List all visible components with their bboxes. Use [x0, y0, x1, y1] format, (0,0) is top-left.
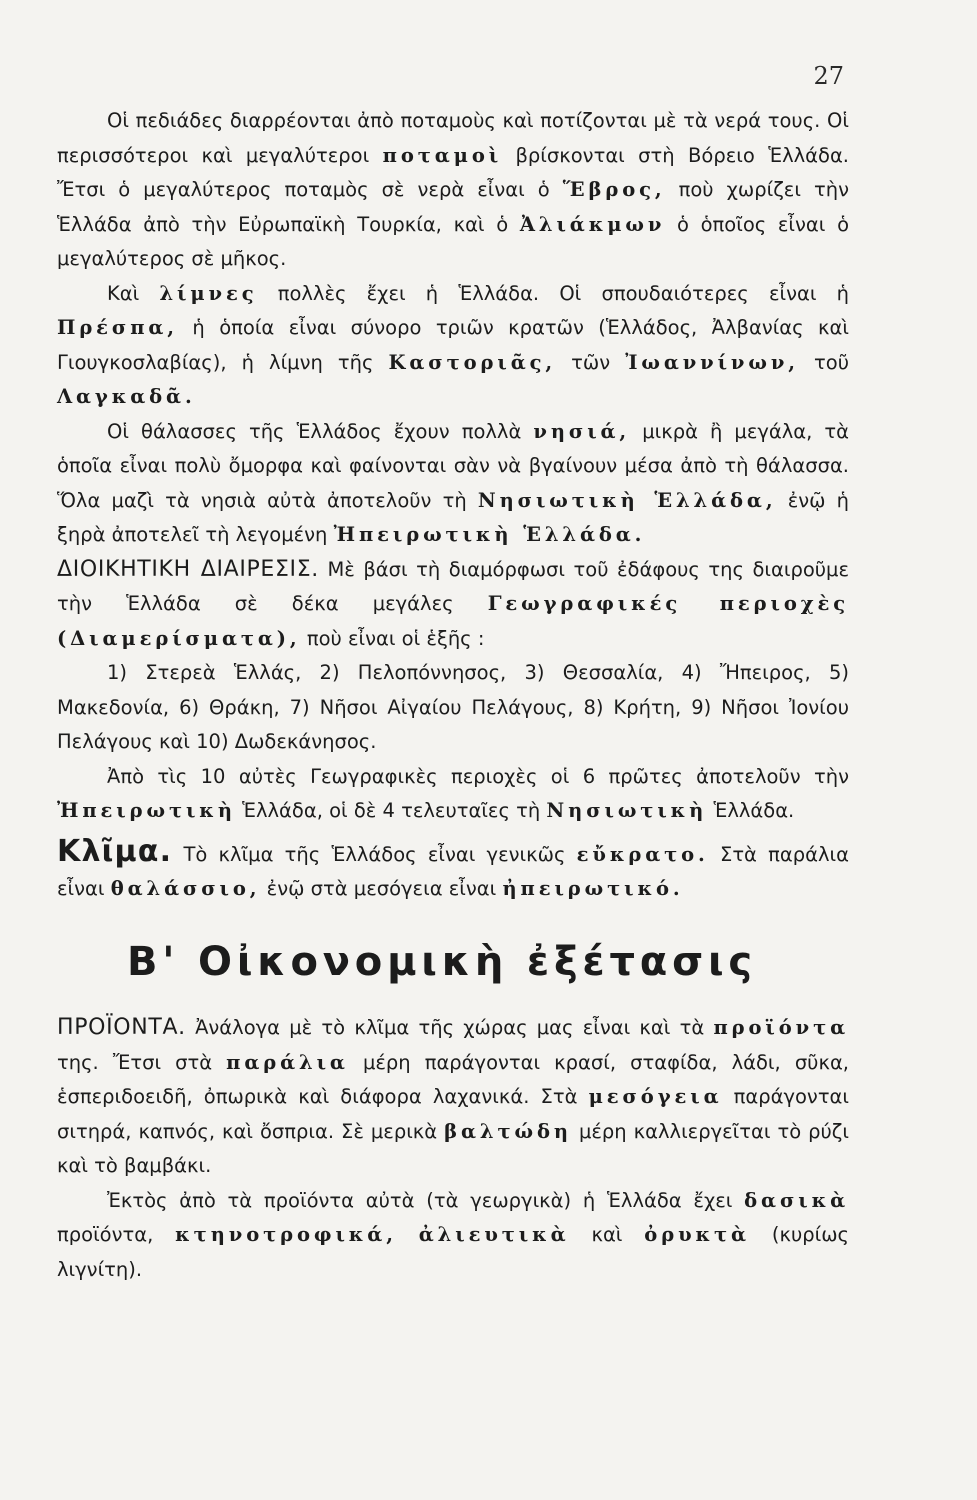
text: Οἱ πεδιάδες διαρρέονται ἀπὸ ποταμοὺς καὶ ποτίζονται μὲ τὰ νερά τους. Οἱ περισσότεροι καὶ μεγαλύτεροι — [57, 109, 849, 167]
text: Μὲ βάσι τὴ διαμόρφωσι τοῦ ἐδάφους της διαιροῦμε τὴν Ἑλλάδα σὲ δέκα μεγάλες — [57, 557, 849, 615]
emphasis-lagkadas: Λαγκαδᾶ. — [57, 385, 196, 408]
emphasis-prespa: Πρέσπα, — [57, 316, 178, 339]
text: Στὰ παράλια εἶναι — [57, 842, 849, 900]
text: πολλὲς ἔχει ἡ Ἑλλάδα. Οἱ σπουδαιότερες εἶναι ἡ — [277, 281, 849, 305]
section-heading-products: ΠΡΟΪΟΝΤΑ. — [57, 1015, 186, 1040]
emphasis-mainland-greece: Ἠπειρωτικὴ Ἑλλάδα. — [333, 523, 646, 546]
emphasis-aliakmon: Ἀλιάκμων — [519, 212, 666, 236]
emphasis-lakes: λίμνες — [159, 281, 258, 305]
text: ἐνῷ ἡ ξηρὰ ἀποτελεῖ τὴ λεγομένη — [57, 488, 849, 546]
text: μέρη καλλιεργεῖται τὸ ρύζι καὶ τὸ βαμβάκι. — [57, 1119, 849, 1177]
chapter-title: Β' Οἰκονομικὴ ἐξέτασις — [127, 938, 757, 985]
paragraph-other-products — [57, 1184, 849, 1288]
text: ποὺ χωρίζει τὴν Ἑλλάδα ἀπὸ τὴν Εὐρωπαϊκὴ Τουρκία, καὶ ὁ — [57, 178, 849, 236]
paragraph-region-list: 1) Στερεὰ Ἑλλάς, 2) Πελοπόννησος, 3) Θεσσαλία, 4) Ἤπειρος, 5) Μακεδονία, 6) Θράκη, 7) Νῆσοι Αἰγαίου Πελάγους, 8) Κρήτη, 9) Νῆσοι Ἰονίου Πελάγους καὶ 10) Δωδεκάνησος. — [57, 661, 849, 753]
text: μέρη παράγονται κρασί, σταφίδα, λάδι, σῦκα, ἑσπεριδοειδῆ, ὀπωρικὰ καὶ διάφορα λαχανικά. Στὰ — [57, 1050, 849, 1108]
emphasis-insular-greece: Νησιωτικὴ Ἑλλάδα, — [477, 488, 777, 512]
emphasis-mineral: ὀρυκτὰ — [644, 1223, 750, 1246]
paragraph-products — [57, 1011, 849, 1184]
emphasis-maritime: θαλάσσιο, — [110, 877, 261, 900]
emphasis-inland: μεσόγεια — [588, 1085, 723, 1108]
text: τοῦ — [814, 350, 849, 374]
text: ἐνῷ στὰ μεσόγεια εἶναι — [266, 877, 497, 900]
page-number: 27 — [813, 62, 844, 90]
emphasis-marshy: βαλτώδη — [444, 1119, 572, 1143]
text: Ἑλλάδα. — [713, 799, 795, 822]
text: ἡ ὁποία εἶναι σύνορο τριῶν κρατῶν (Ἑλλάδος, Ἀλβανίας καὶ Γιουγκοσλαβίας), ἡ λίμνη τῆς — [57, 316, 849, 374]
paragraph-climate — [57, 835, 849, 907]
text: Ἀνάλογα μὲ τὸ κλῖμα τῆς χώρας μας εἶναι καὶ τὰ — [195, 1016, 705, 1039]
emphasis-evros: Ἕβρος, — [562, 178, 666, 201]
paragraph-islands — [57, 415, 849, 553]
text: Ἐκτὸς ἀπὸ τὰ προϊόντα αὐτὰ (τὰ γεωργικὰ) ἡ Ἑλλάδα ἔχει — [107, 1188, 733, 1212]
text: Ἀπὸ τὶς 10 αὐτὲς Γεωγραφικὲς περιοχὲς οἱ 6 πρῶτες ἀποτελοῦν τὴν — [107, 764, 849, 788]
text-body — [57, 104, 849, 1287]
paragraph-rivers — [57, 104, 849, 277]
emphasis-geographic-regions: Γεωγραφικές περιοχὲς (Διαμερίσματα), — [57, 592, 850, 650]
emphasis-ioannina: Ἰωαννίνων, — [625, 350, 799, 374]
emphasis-continental: ἠπειρωτικό. — [502, 877, 684, 900]
text: Τὸ κλῖμα τῆς Ἑλλάδος εἶναι γενικῶς — [183, 842, 566, 866]
text: ποὺ εἶναι οἱ ἑξῆς : — [306, 626, 485, 650]
emphasis-products: προϊόντα — [713, 1016, 850, 1039]
text: Ἑλλάδα, οἱ δὲ 4 τελευταῖες τὴ — [242, 799, 541, 822]
text: καὶ — [591, 1223, 623, 1246]
emphasis-temperate: εὔκρατο. — [576, 842, 709, 866]
emphasis-kastoria: Καστοριᾶς, — [388, 350, 557, 374]
section-heading-climate: Κλῖμα. — [57, 833, 173, 869]
text: παράγονται σιτηρά, καπνός, καὶ ὄσπρια. Σὲ μερικὰ — [57, 1085, 850, 1143]
text: τῶν — [571, 350, 611, 374]
text: (κυρίως λιγνίτη). — [57, 1223, 849, 1281]
section-heading-administrative: ΔΙΟΙΚΗΤΙΚΗ ΔΙΑΙΡΕΣΙΣ. — [57, 556, 319, 582]
text: βρίσκονται στὴ Βόρειο Ἑλλάδα. Ἔτσι ὁ μεγαλύτερος ποταμὸς σὲ νερὰ εἶναι ὁ — [57, 143, 849, 201]
emphasis-livestock: κτηνοτροφικά, — [175, 1223, 397, 1246]
text: μικρὰ ἢ μεγάλα, τὰ ὁποῖα εἶναι πολὺ ὄμορφα καὶ φαίνονται σὰν νὰ βγαίνουν μέσα ἀπὸ τὴ θάλασσα. Ὅλα μαζὶ τὰ νησιὰ αὐτὰ ἀποτελοῦν τὴ — [57, 419, 850, 512]
paragraph-regions-split — [57, 760, 849, 829]
text: ὁ ὁποῖος εἶναι ὁ μεγαλύτερος σὲ μῆκος. — [57, 212, 850, 270]
emphasis-coastal: παράλια — [226, 1050, 349, 1074]
emphasis-mainland: Ἠπειρωτικὴ — [57, 799, 236, 822]
text: Οἱ θάλασσες τῆς Ἑλλάδος ἔχουν πολλὰ — [107, 419, 522, 443]
emphasis-fishing: ἀλιευτικὰ — [418, 1223, 570, 1246]
emphasis-forest: δασικὰ — [744, 1188, 849, 1212]
text: Καὶ — [107, 281, 140, 305]
emphasis-islands: νησιά, — [533, 419, 631, 443]
paragraph-administrative-division — [57, 553, 849, 657]
text: της. Ἔτσι στὰ — [57, 1050, 213, 1074]
emphasis-insular: Νησιωτικὴ — [546, 799, 708, 822]
emphasis-rivers: ποταμοὶ — [382, 143, 503, 167]
paragraph-lakes — [57, 277, 849, 415]
text: προϊόντα, — [57, 1223, 154, 1246]
